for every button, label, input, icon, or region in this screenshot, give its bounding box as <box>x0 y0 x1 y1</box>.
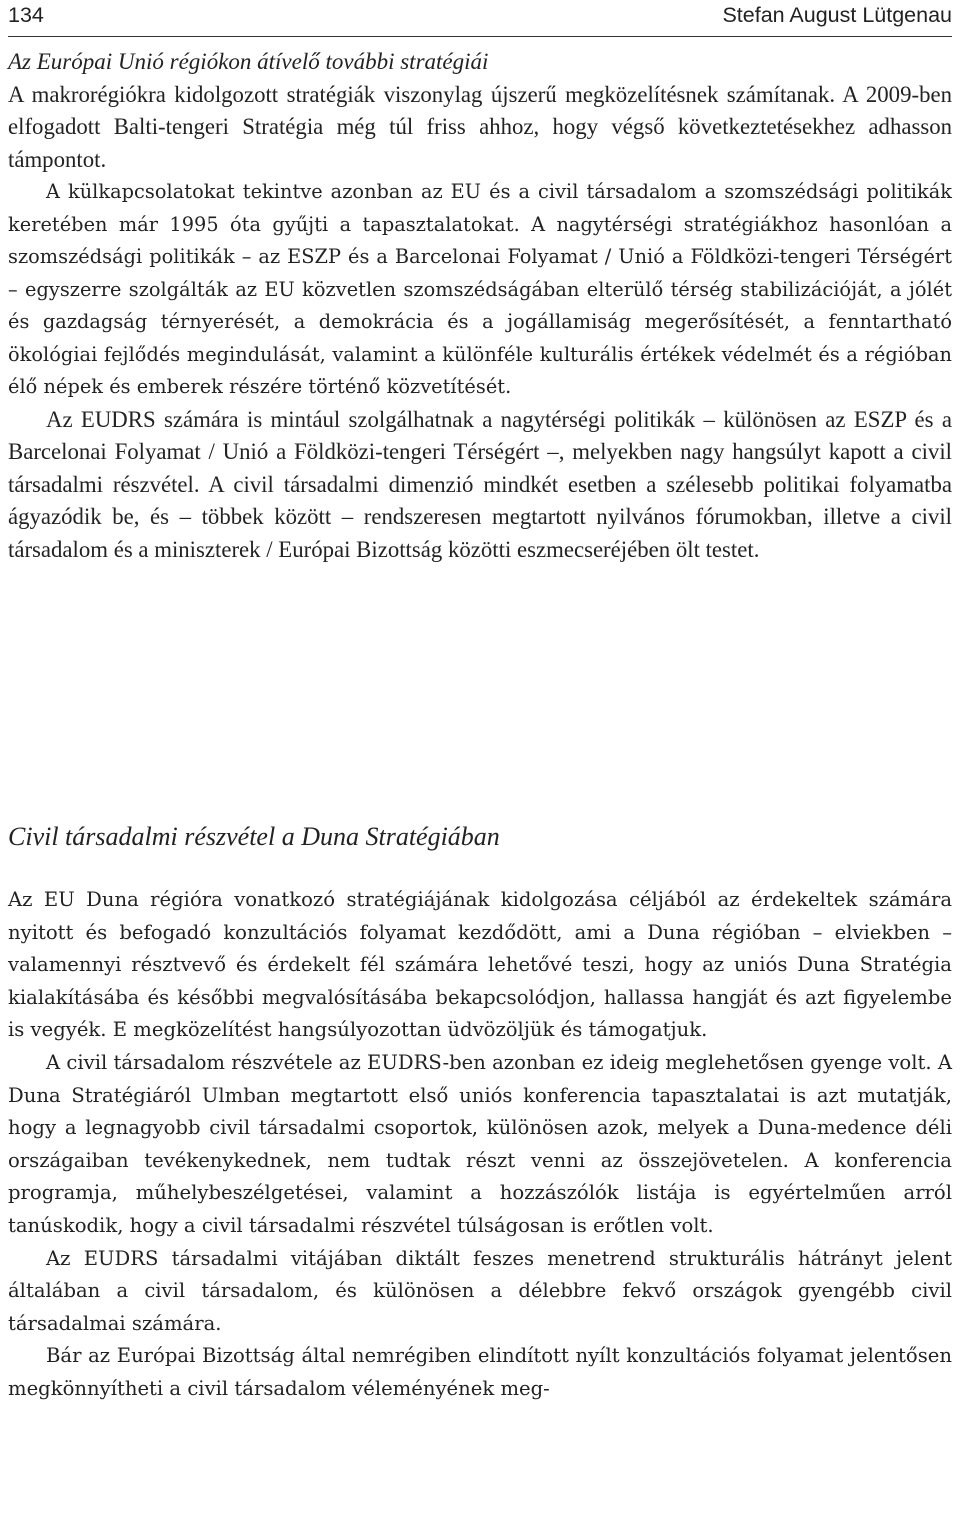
paragraph: Az EUDRS társadalmi vitájában diktált feszes menetrend strukturális hátrányt jelent általában a civil társadalom, és különösen a délebbre fekvő országok gyengébb civil társadalmai számára. <box>8 1246 952 1335</box>
paragraph: Az EUDRS számára is mintául szolgálhatnak a nagytérségi politikák – különösen az ESZP és a Barcelonai Folyamat / Unió a Földközi-tengeri Térségért –, melyekben nagy hangsúlyt kapott a civil társadalmi részvétel. A civil társadalmi dimenzió mindkét esetben a szélesebb politikai folyamatba ágyazódik be, és – többek között – rendszeresen megtartott nyilvános fórumokban, illetve a civil társadalom és a miniszterek / Európai Bizottság közötti eszmecseréjében ölt testet. <box>8 406 952 562</box>
section-heading: Az Európai Unió régiókon átívelő további stratégiái <box>8 49 489 74</box>
page-number: 134 <box>8 3 44 27</box>
section-civil-participation <box>8 884 952 1406</box>
running-header <box>8 0 952 34</box>
running-header-author: Stefan August Lütgenau <box>722 3 952 27</box>
paragraph: A civil társadalom részvétele az EUDRS-ben azonban ez ideig meglehetősen gyenge volt. A Duna Stratégiáról Ulmban megtartott első uniós konferencia tapasztalatai is azt mutatják, hogy a legnagyobb civil társadalmi csoportok, különösen azok, melyek a Duna-medence déli országaiban tevékenykednek, nem tudtak részt venni az összejövetelen. A konferencia programja, műhelybeszélgetései, valamint a hozzászólók listája is egyértelműen arról tanúskodik, hogy a civil társadalmi részvétel túlságosan is erőtlen volt. <box>8 1050 952 1237</box>
header-rule <box>8 36 952 37</box>
paragraph: A külkapcsolatokat tekintve azonban az EU és a civil társadalom a szomszédsági politikák keretében már 1995 óta gyűjti a tapasztalatokat. A nagytérségi stratégiákhoz hasonlóan a szomszédsági politikák – az ESZP és a Barcelonai Folyamat / Unió a Földközi-tengeri Térségért – egyszerre szolgálták az EU közvetlen szomszédságában elterülő térség stabilizációját, a jólét és gazdagság térnyerését, a demokrácia és a jogállamiság megerősítését, a fenntartható ökológiai fejlődés megindulását, valamint a különféle kulturális értékek védelmét és a régióban élő népek és emberek részére történő közvetítését. <box>8 180 952 398</box>
section-other-strategies <box>8 46 952 566</box>
paragraph: Bár az Európai Bizottság által nemrégiben elindított nyílt konzultációs folyamat jelentősen megkönnyítheti a civil társadalom véleményének meg- <box>8 1344 952 1400</box>
section-heading-danube: Civil társadalmi részvétel a Duna Stratégiában <box>8 822 500 851</box>
paragraph: Az EU Duna régióra vonatkozó stratégiájának kidolgozása céljából az érdekeltek számára nyitott és befogadó konzultációs folyamat kezdődött, ami a Duna régióban – elviekben – valamennyi résztvevő és érdekelt fél számára lehetővé teszi, hogy az uniós Duna Stratégia kialakításába és későbbi megvalósításába bekapcsolódjon, hallassa hangját és azt figyelembe is vegyék. E megközelítést hangsúlyozottan üdvözöljük és támogatjuk. <box>8 888 952 1042</box>
paragraph: A makrorégiókra kidolgozott stratégiák viszonylag újszerű megközelítésnek számítanak. A 2009-ben elfogadott Balti-tengeri Stratégia még túl friss ahhoz, hogy végső következtetésekhez adhasson támpontot. <box>8 81 952 172</box>
